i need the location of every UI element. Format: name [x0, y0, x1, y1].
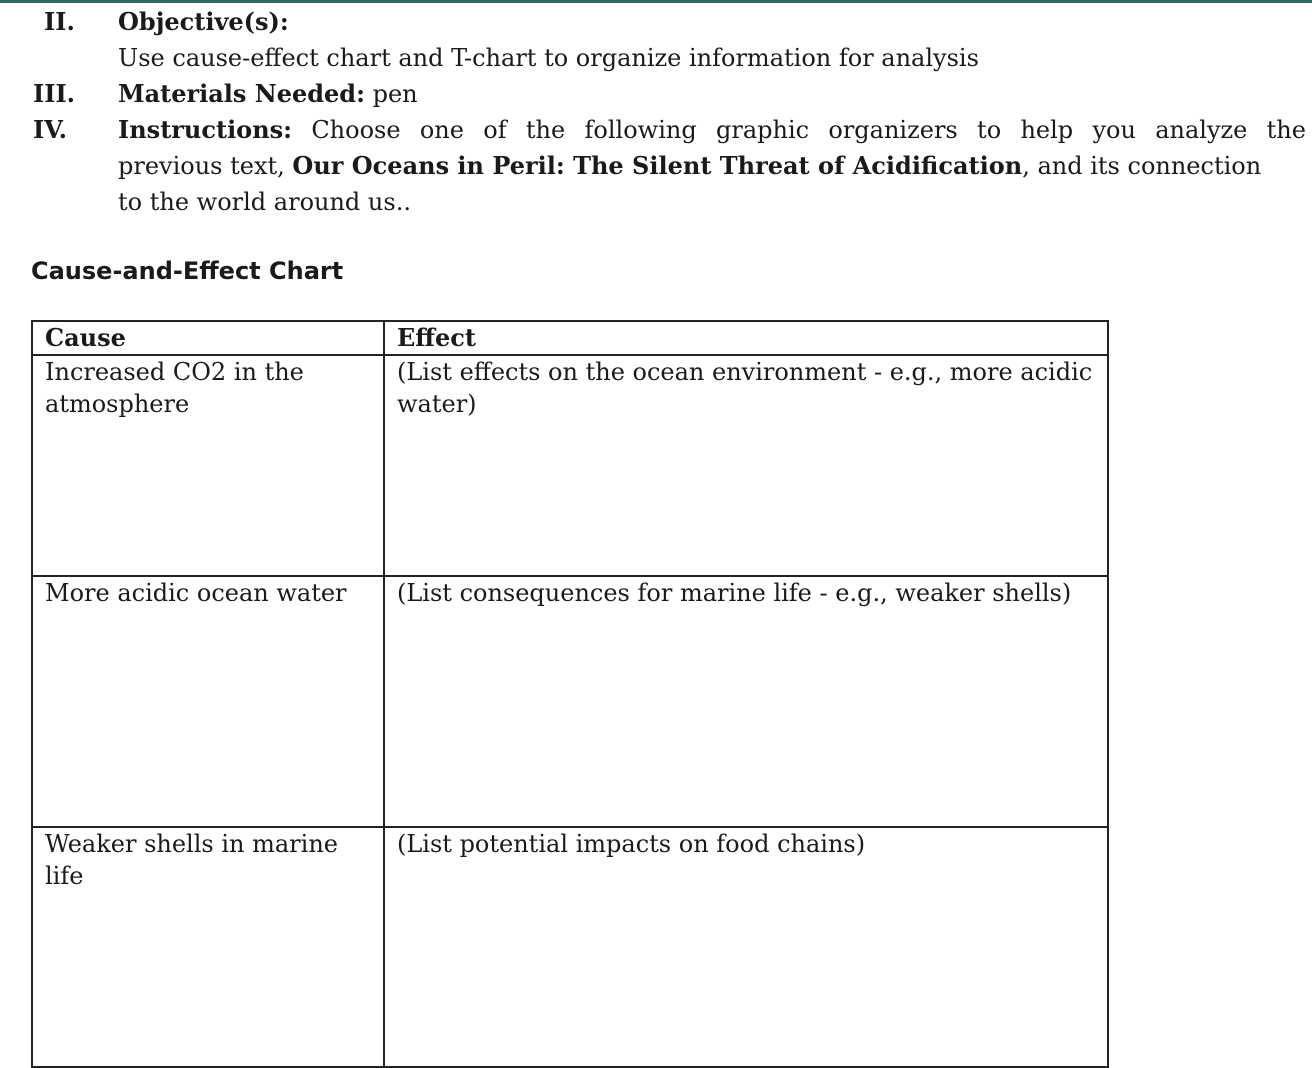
instructions-word: Choose — [311, 116, 401, 144]
instructions-word: one — [419, 116, 464, 144]
instructions-word: of — [483, 116, 507, 144]
objective-heading: Objective(s): — [118, 7, 289, 36]
table-row — [32, 576, 1108, 827]
effect-cell[interactable]: (List potential impacts on food chains) — [384, 827, 1108, 1067]
instructions-word: organizers — [828, 116, 958, 144]
table-row — [32, 827, 1108, 1067]
instructions-numeral: IV. — [33, 115, 68, 144]
materials-heading: Materials Needed: — [118, 79, 365, 108]
objective-text: Use cause-effect chart and T-chart to organize information for analysis — [118, 44, 979, 72]
header-cause: Cause — [32, 321, 384, 355]
materials-numeral: III. — [33, 79, 76, 108]
instructions-word: help — [1020, 116, 1074, 144]
instructions-line-3: to the world around us.. — [118, 188, 411, 216]
instructions-word: the — [525, 116, 566, 144]
cause-cell: More acidic ocean water — [32, 576, 384, 827]
header-effect: Effect — [384, 321, 1108, 355]
instructions-word: following — [584, 116, 697, 144]
materials-text: pen — [372, 80, 418, 108]
instructions-word: graphic — [715, 116, 810, 144]
instructions-word: you — [1092, 116, 1136, 144]
effect-cell[interactable]: (List consequences for marine life - e.g., weaker shells) — [384, 576, 1108, 827]
cause-cell: Weaker shells in marine life — [32, 827, 384, 1067]
cause-effect-table — [31, 320, 1109, 1068]
table-header-row — [32, 321, 1108, 355]
cause-cell: Increased CO2 in the atmosphere — [32, 355, 384, 576]
instructions-line2-pre: previous text, — [118, 152, 285, 180]
instructions-line2-post: , and its connection — [1022, 152, 1262, 180]
article-title: Our Oceans in Peril: The Silent Threat of Acidification — [292, 151, 1023, 180]
instructions-paragraph — [118, 112, 1306, 220]
table-row — [32, 355, 1108, 576]
objective-numeral: II. — [44, 7, 75, 36]
effect-cell[interactable]: (List effects on the ocean environment - e.g., more acidic water) — [384, 355, 1108, 576]
instructions-word: analyze — [1155, 116, 1248, 144]
instructions-heading: Instructions: — [118, 115, 293, 144]
instructions-word: the — [1266, 116, 1306, 144]
instructions-line-1 — [118, 112, 1306, 148]
materials-line — [118, 76, 418, 112]
instructions-line-2 — [118, 148, 1306, 184]
chart-title: Cause-and-Effect Chart — [31, 257, 344, 285]
instructions-word: to — [977, 116, 1002, 144]
top-rule — [0, 0, 1312, 3]
